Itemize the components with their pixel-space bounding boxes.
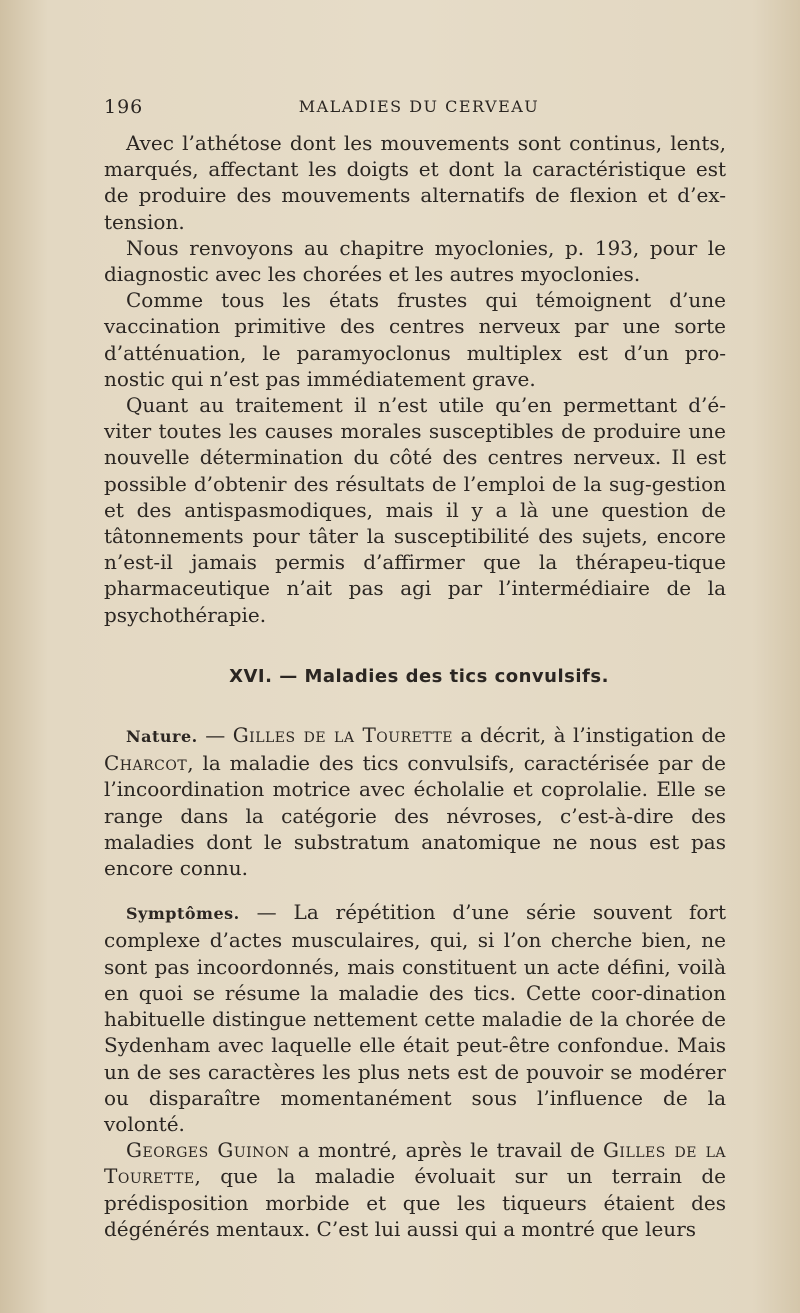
author-gilles-de-la-tourette-2: Gilles de la Tourette: [104, 1138, 726, 1189]
symptomes-lead: Symptômes.: [126, 904, 240, 924]
nature-dash: —: [197, 723, 233, 748]
page-body: [104, 130, 726, 1242]
page-number: 196: [104, 96, 144, 118]
paragraph-myoclonies: Nous renvoyons au chapitre myoclonies, p. 193, pour le diagnostic avec les chorées et les autres myoclonies.: [104, 235, 726, 287]
paragraph-traitement: Quant au traitement il n’est utile qu’en permettant d’é-viter toutes les causes morales susceptibles de produire une nouvelle détermination du côté des centres nerveux. Il est possible d’obtenir des résultats de l’emploi de la sug-gestion et des antispasmodiques, mais il y a là une question de tâtonnements pour tâter la susceptibilité des sujets, encore n’est-il jamais permis d’affirmer que la thérapeu-tique pharmaceutique n’ait pas agi par l’intermédiaire de la psychothérapie.: [104, 393, 726, 627]
spacer: [104, 881, 726, 899]
paragraph-symptomes: [104, 899, 726, 1137]
running-title: MALADIES DU CERVEAU: [298, 97, 540, 116]
page-header: [104, 96, 726, 126]
paragraph-nature: [104, 722, 726, 881]
author-charcot: Charcot: [104, 751, 188, 776]
paragraph-pronostic: Comme tous les états frustes qui témoignent d’une vaccination primitive des centres nerveux par une sorte d’atténuation, le paramyoclonus multiplex est d’un pro-nostic qui n’est pas immédiatement grave.: [104, 288, 726, 391]
symptomes-dash: —: [239, 900, 294, 925]
guinon-text-2: , que la maladie évoluait sur un terrain de prédisposition morbide et que les tiqueurs étaient des dégénérés mentaux. C’est lui aussi qui a montré que leurs: [104, 1164, 726, 1241]
nature-lead: Nature.: [126, 727, 198, 747]
paragraph-guinon: [104, 1137, 726, 1242]
symptomes-text: La répétition d’une série souvent fort complexe d’actes musculaires, qui, si l’on cherche bien, ne sont pas incoordonnés, mais constituent un acte défini, voilà en quoi se résume la maladie des tics. Cette coor-dination habituelle distingue nettement cette maladie de la chorée de Sydenham avec laquelle elle était peut-être confondue. Mais un de ses caractères les plus nets est de pouvoir se modérer ou disparaître momentanément sous l’influence de la volonté.: [104, 900, 727, 1136]
section-heading: XVI. — Maladies des tics convulsifs.: [229, 665, 609, 687]
author-georges-guinon: Georges Guinon: [126, 1138, 290, 1163]
paragraph-athetose: Avec l’athétose dont les mouvements sont continus, lents, marqués, affectant les doigts et dont la caractéristique est de produire des mouvements alternatifs de flexion et d’ex-tension.: [104, 131, 726, 234]
nature-text-2: , la maladie des tics convulsifs, caractérisée par de l’incoordination motrice avec écholalie et coprolalie. Elle se range dans la catégorie des névroses, c’est-à-dire des maladies dont le substratum anatomique ne nous est pas encore connu.: [104, 751, 726, 881]
author-gilles-de-la-tourette: Gilles de la Tourette: [232, 723, 453, 748]
guinon-text-1: a montré, après le travail de: [289, 1138, 603, 1163]
nature-text-1: a décrit, à l’instigation de: [453, 723, 726, 748]
